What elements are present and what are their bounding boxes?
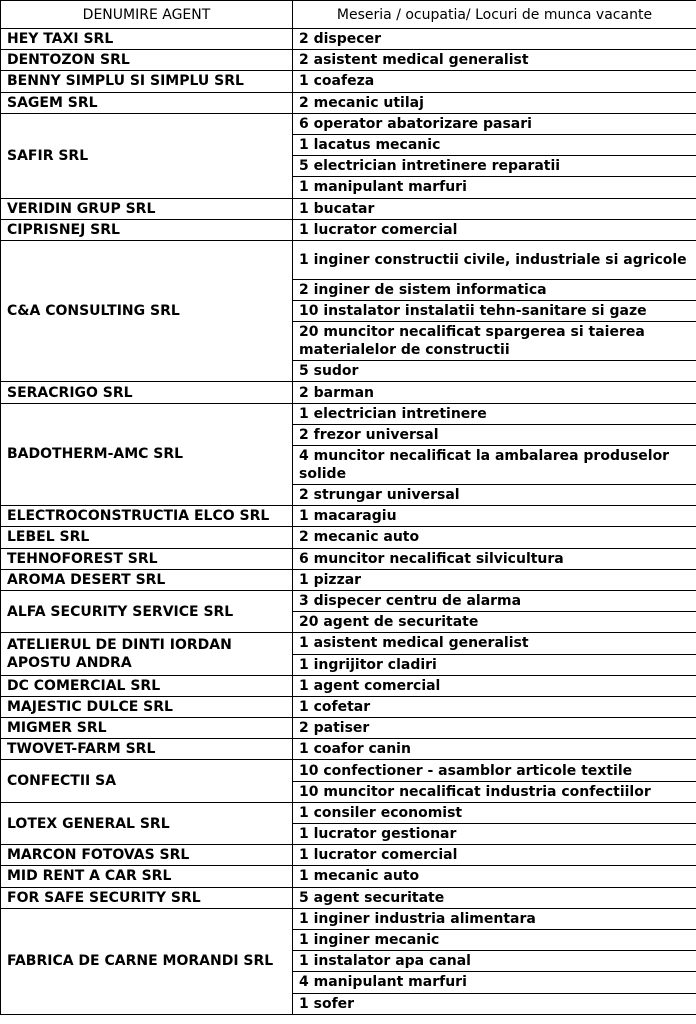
job-vacancy-cell: 2 mecanic auto [293,527,696,548]
agent-name-cell: DENTOZON SRL [1,50,293,71]
table-row [1,240,696,279]
table-row [1,219,696,240]
table-body [1,29,696,1015]
job-vacancy-cell: 1 bucatar [293,198,696,219]
job-vacancy-cell: 1 mecanic auto [293,866,696,887]
job-vacancy-cell: 1 manipulant marfuri [293,177,696,198]
job-vacancy-cell: 1 consiler economist [293,802,696,823]
job-vacancy-cell: 5 sudor [293,361,696,382]
agent-name-cell: LEBEL SRL [1,527,293,548]
job-vacancy-cell: 6 muncitor necalificat silvicultura [293,548,696,569]
job-vacancy-cell: 2 mecanic utilaj [293,92,696,113]
job-vacancy-cell: 5 electrician intretinere reparatii [293,156,696,177]
agent-name-cell: TEHNOFOREST SRL [1,548,293,569]
job-vacancy-cell: 1 inginer industria alimentara [293,908,696,929]
job-vacancy-cell: 2 strungar universal [293,485,696,506]
table-row [1,403,696,424]
job-vacancy-cell: 1 lucrator comercial [293,219,696,240]
job-vacancy-cell: 4 manipulant marfuri [293,972,696,993]
header-agent: DENUMIRE AGENT [1,1,293,29]
table-row [1,113,696,134]
job-vacancy-cell: 4 muncitor necalificat la ambalarea produselor solide [293,446,696,485]
job-vacancy-cell: 10 muncitor necalificat industria confectiilor [293,781,696,802]
header-row [1,1,696,29]
job-vacancy-cell: 20 agent de securitate [293,612,696,633]
table-row [1,675,696,696]
job-vacancy-cell: 1 lacatus mecanic [293,134,696,155]
table-row [1,527,696,548]
table-row [1,633,696,654]
job-vacancy-cell: 2 patiser [293,718,696,739]
agent-name-cell: ELECTROCONSTRUCTIA ELCO SRL [1,506,293,527]
table-row [1,802,696,823]
table-row [1,760,696,781]
job-vacancy-cell: 1 agent comercial [293,675,696,696]
agent-name-cell: CONFECTII SA [1,760,293,802]
table-row [1,908,696,929]
job-vacancy-cell: 1 electrician intretinere [293,403,696,424]
agent-name-cell: C&A CONSULTING SRL [1,240,293,382]
agent-name-cell: FABRICA DE CARNE MORANDI SRL [1,908,293,1014]
table-row [1,198,696,219]
job-vacancy-cell: 10 confectioner - asamblor articole textile [293,760,696,781]
table-row [1,718,696,739]
agent-name-cell: MAJESTIC DULCE SRL [1,696,293,717]
header-jobs: Meseria / ocupatia/ Locuri de munca vacante [293,1,696,29]
agent-name-cell: BADOTHERM-AMC SRL [1,403,293,506]
agent-name-cell: MIGMER SRL [1,718,293,739]
job-vacancy-cell: 3 dispecer centru de alarma [293,590,696,611]
table-row [1,590,696,611]
agent-name-cell: TWOVET-FARM SRL [1,739,293,760]
job-vacancy-cell: 6 operator abatorizare pasari [293,113,696,134]
table-row [1,71,696,92]
job-vacancy-cell: 1 lucrator comercial [293,845,696,866]
table-row [1,845,696,866]
table-row [1,92,696,113]
job-vacancy-cell: 2 barman [293,382,696,403]
table-row [1,506,696,527]
job-vacancy-cell: 1 pizzar [293,569,696,590]
agent-name-cell: CIPRISNEJ SRL [1,219,293,240]
agent-name-cell: SAGEM SRL [1,92,293,113]
job-vacancy-cell: 1 coafeza [293,71,696,92]
agent-name-cell: HEY TAXI SRL [1,29,293,50]
job-vacancy-cell: 1 coafor canin [293,739,696,760]
agent-name-cell: ALFA SECURITY SERVICE SRL [1,590,293,632]
job-vacancy-cell: 1 asistent medical generalist [293,633,696,654]
job-vacancy-cell: 2 dispecer [293,29,696,50]
table-row [1,548,696,569]
agent-name-cell: LOTEX GENERAL SRL [1,802,293,844]
agent-name-cell: BENNY SIMPLU SI SIMPLU SRL [1,71,293,92]
job-vacancy-cell: 1 sofer [293,993,696,1014]
agent-name-cell: VERIDIN GRUP SRL [1,198,293,219]
job-vacancy-cell: 1 ingrijitor cladiri [293,654,696,675]
job-vacancy-cell: 2 asistent medical generalist [293,50,696,71]
job-vacancy-cell: 1 cofetar [293,696,696,717]
table-row [1,887,696,908]
table-row [1,382,696,403]
agent-name-cell: MID RENT A CAR SRL [1,866,293,887]
job-vacancy-cell: 1 inginer constructii civile, industriale si agricole [293,240,696,279]
job-vacancy-cell: 20 muncitor necalificat spargerea si taierea materialelor de constructii [293,322,696,361]
table-row [1,29,696,50]
table-row [1,739,696,760]
job-vacancy-cell: 1 lucrator gestionar [293,824,696,845]
job-vacancy-cell: 2 frezor universal [293,424,696,445]
agent-name-cell: SAFIR SRL [1,113,293,198]
agent-name-cell: SERACRIGO SRL [1,382,293,403]
agent-name-cell: MARCON FOTOVAS SRL [1,845,293,866]
job-vacancy-cell: 1 macaragiu [293,506,696,527]
agent-name-cell: ATELIERUL DE DINTI IORDAN APOSTU ANDRA [1,633,293,675]
agent-name-cell: FOR SAFE SECURITY SRL [1,887,293,908]
job-vacancy-cell: 10 instalator instalatii tehn-sanitare si gaze [293,301,696,322]
job-vacancy-cell: 1 instalator apa canal [293,951,696,972]
agent-name-cell: DC COMERCIAL SRL [1,675,293,696]
agent-name-cell: AROMA DESERT SRL [1,569,293,590]
table-row [1,696,696,717]
job-vacancy-cell: 5 agent securitate [293,887,696,908]
job-vacancy-cell: 1 inginer mecanic [293,929,696,950]
job-vacancy-cell: 2 inginer de sistem informatica [293,279,696,300]
table-row [1,50,696,71]
table-row [1,866,696,887]
table-row [1,569,696,590]
